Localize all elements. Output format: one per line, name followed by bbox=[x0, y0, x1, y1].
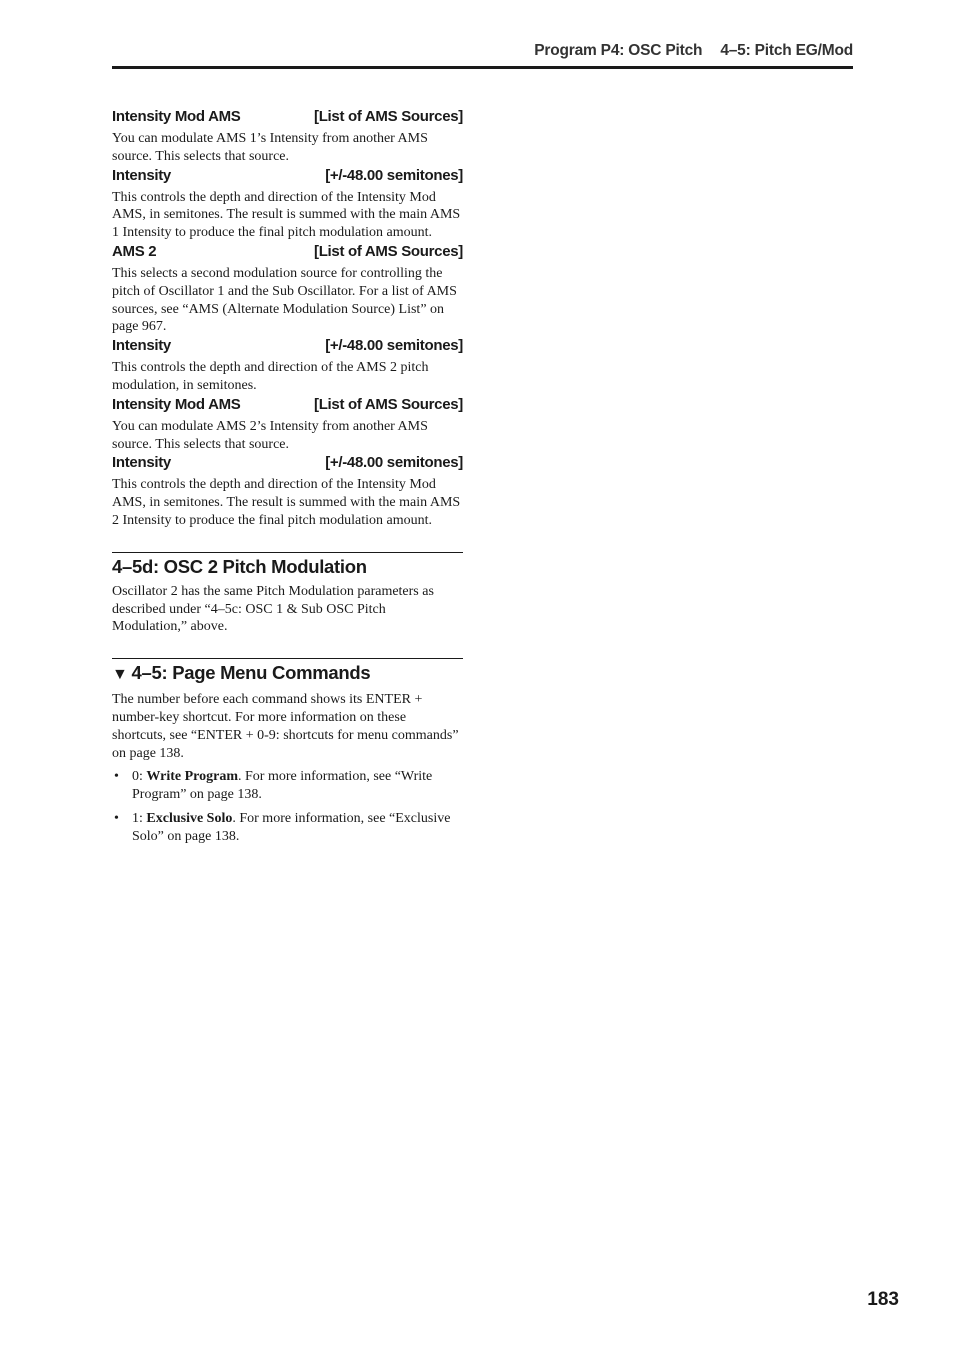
section-osc2-pitch-modulation bbox=[112, 552, 463, 636]
param-description: This controls the depth and direction of the Intensity Mod AMS, in semitones. The result is summed with the main AMS 2 Intensity to produce the final pitch modulation amount. bbox=[112, 477, 461, 528]
param-name: Intensity bbox=[112, 337, 171, 355]
param-intensity-2 bbox=[112, 336, 463, 395]
main-column bbox=[112, 107, 463, 846]
running-head-section: Program P4: OSC Pitch bbox=[534, 42, 703, 59]
triangle-down-icon: ▼ bbox=[112, 666, 128, 684]
param-name: Intensity bbox=[112, 454, 171, 472]
param-heading bbox=[112, 166, 463, 186]
command-name: Write Program bbox=[146, 769, 239, 785]
param-name: Intensity bbox=[112, 166, 171, 184]
param-range: [+/-48.00 semitones] bbox=[325, 166, 463, 184]
bullet-icon: • bbox=[114, 810, 119, 826]
command-description: . For more information, see “Write Program” on page 138. bbox=[132, 769, 433, 803]
list-item bbox=[112, 810, 463, 846]
param-description: You can modulate AMS 2’s Intensity from another AMS source. This selects that source. bbox=[112, 418, 428, 452]
command-shortcut: 1: bbox=[132, 810, 147, 826]
param-description: This controls the depth and direction of the AMS 2 pitch modulation, in semitones. bbox=[112, 360, 429, 393]
running-head bbox=[534, 42, 853, 60]
param-heading bbox=[112, 453, 463, 473]
param-heading bbox=[112, 336, 463, 356]
section-title bbox=[112, 661, 463, 687]
param-range: [List of AMS Sources] bbox=[314, 395, 463, 413]
param-range: [List of AMS Sources] bbox=[314, 242, 463, 260]
param-range: [+/-48.00 semitones] bbox=[325, 454, 463, 472]
param-name: AMS 2 bbox=[112, 242, 157, 260]
param-intensity-mod-ams-2 bbox=[112, 395, 463, 454]
param-description: This controls the depth and direction of the Intensity Mod AMS, in semitones. The result is summed with the main AMS 1 Intensity to produce the final pitch modulation amount. bbox=[112, 189, 461, 241]
param-heading bbox=[112, 395, 463, 415]
param-intensity-mod-ams-1 bbox=[112, 107, 463, 166]
running-head-page: 4–5: Pitch EG/Mod bbox=[720, 42, 853, 59]
section-page-menu-commands bbox=[112, 658, 463, 845]
command-name: Exclusive Solo bbox=[146, 810, 233, 826]
bullet-icon: • bbox=[114, 769, 119, 785]
section-text: Oscillator 2 has the same Pitch Modulation parameters as described under “4–5c: OSC 1 & Sub OSC Pitch Modulation,” above. bbox=[112, 583, 434, 635]
header-rule bbox=[112, 66, 853, 69]
param-range: [List of AMS Sources] bbox=[314, 108, 463, 125]
param-intensity-1 bbox=[112, 166, 463, 242]
list-item-text bbox=[132, 810, 463, 846]
param-name: Intensity Mod AMS bbox=[112, 395, 241, 413]
list-item bbox=[112, 768, 463, 804]
list-item-text bbox=[132, 768, 463, 804]
command-shortcut: 0: bbox=[132, 769, 147, 785]
param-ams-2 bbox=[112, 242, 463, 336]
command-description: . For more information, see “Exclusive Solo” on page 138. bbox=[132, 810, 451, 844]
param-description: You can modulate AMS 1’s Intensity from another AMS source. This selects that source. bbox=[112, 131, 428, 164]
section-intro: The number before each command shows its ENTER + number-key shortcut. For more information on these shortcuts, see “ENTER + 0-9: shortcuts for menu commands” on page 138. bbox=[112, 692, 459, 761]
param-heading bbox=[112, 242, 463, 262]
section-title-text: 4–5: Page Menu Commands bbox=[131, 662, 371, 684]
param-name: Intensity Mod AMS bbox=[112, 108, 241, 125]
param-intensity-3 bbox=[112, 453, 463, 529]
param-description: This selects a second modulation source for controlling the pitch of Oscillator 1 and the Sub Oscillator. For a list of AMS sources, see “AMS (Alternate Modulation Source) List” on page 967. bbox=[112, 265, 457, 335]
param-range: [+/-48.00 semitones] bbox=[325, 337, 463, 355]
param-heading bbox=[112, 107, 463, 127]
page-number: 183 bbox=[867, 1289, 899, 1310]
section-title: 4–5d: OSC 2 Pitch Modulation bbox=[112, 555, 367, 577]
